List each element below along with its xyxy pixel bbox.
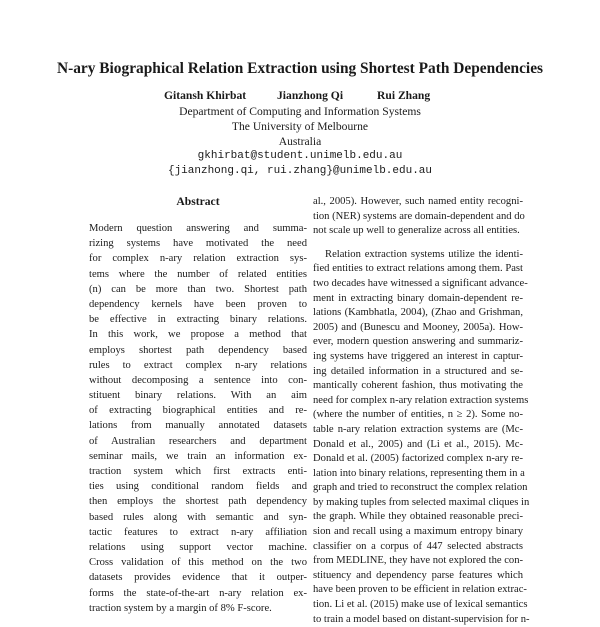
text-line: stituency and dependency parse features which xyxy=(313,569,523,581)
text-line: Donald et al., 2005) and (Li et al., 2015). Mc- xyxy=(313,438,523,450)
email-coauthors: {jianzhong.qi, rui.zhang}@unimelb.edu.au xyxy=(167,165,433,177)
text-line: rules to extract complex n-ary relations xyxy=(89,359,307,371)
affiliation-department: Department of Computing and Information Systems xyxy=(179,105,421,118)
text-line: lations from manually annotated datasets xyxy=(89,420,307,432)
text-line: (n) can be more than two. Shortest path xyxy=(89,283,307,295)
text-line: need for complex n-ary relation extraction systems xyxy=(313,394,529,406)
text-line: lation into binary relations, representing them in a xyxy=(313,467,525,479)
text-line: fied entities to extract relations among them. Past xyxy=(313,263,523,275)
text-line: lations (Kambhatla, 2004), (Zhao and Grishman, xyxy=(313,307,523,319)
text-line: In this work, we propose a method that xyxy=(89,329,307,341)
text-line: table n-ary relation extraction systems are (Mc- xyxy=(313,423,523,435)
text-line: forms the state-of-the-art n-ary relation ex- xyxy=(89,587,307,599)
text-line: of Australian researchers and department xyxy=(89,435,307,447)
text-line: ment in extracting binary domain-dependent re- xyxy=(313,292,523,304)
text-line: be effective in extracting binary relations. xyxy=(89,314,307,326)
paper-title: N-ary Biographical Relation Extraction using Shortest Path Dependencies xyxy=(56,60,544,77)
text-line: graph and tried to reconstruct the complex relation xyxy=(313,482,528,494)
text-line: tion. Li et al. (2015) make use of lexical semantics xyxy=(313,599,528,611)
text-line: traction system by a margin of 8% F-score. xyxy=(89,602,272,614)
text-line: classifier on a corpus of 447 selected abstracts xyxy=(313,540,523,552)
text-line: ever, modern question answering and summariz- xyxy=(313,336,523,348)
paragraph-ner xyxy=(313,195,523,239)
text-line: al., 2005). However, such named entity recogni- xyxy=(313,196,523,207)
text-line: Modern question answering and summa- xyxy=(89,223,307,234)
text-line: dependency kernels have been proven to xyxy=(89,298,307,310)
text-line: tactic features to extract n-ary affiliation xyxy=(89,526,307,538)
affiliation-country: Australia xyxy=(278,135,322,148)
text-line: Donald et al. (2005) factorized complex n-ary re- xyxy=(313,453,523,465)
text-line: to train a model based on distant-supervision for n- xyxy=(313,613,530,625)
text-line: rizing systems have motivated the need xyxy=(89,238,307,250)
text-line: not scale up well to generalize across all entities. xyxy=(313,225,520,237)
text-line: stituent binary relations. With an aim xyxy=(89,390,307,402)
author-name: Rui Zhang xyxy=(377,89,431,102)
affiliation-university: The University of Melbourne xyxy=(231,120,369,133)
text-line: without decomposing a sentence into con- xyxy=(89,374,307,386)
text-line: sion and recall using a maximum entropy binary xyxy=(313,526,523,538)
text-line: have been proven to be efficient in relation extrac- xyxy=(313,584,527,596)
text-line: Relation extraction systems utilize the identi- xyxy=(325,248,523,260)
text-line: of extracting biographical entities and re- xyxy=(89,405,307,417)
text-line: ing systems have triggered an interest in captur- xyxy=(313,350,523,362)
text-line: the graph. While they obtained reasonable preci- xyxy=(313,511,523,523)
text-line: relations using support vector machine. xyxy=(89,541,307,553)
text-line: tems where the number of related entities xyxy=(89,268,307,280)
paragraph-relation-extraction xyxy=(313,248,530,627)
text-line: seminar mails, we train an information ex- xyxy=(89,450,307,462)
text-line: ties using conditional random fields and xyxy=(89,481,307,493)
text-line: ing detailed information in a structured and se- xyxy=(313,365,523,377)
text-line: 2005) and (Bunescu and Mooney, 2005a). How- xyxy=(313,321,523,333)
text-line: from MEDLINE, they have not explored the con- xyxy=(313,555,524,567)
author-name: Jianzhong Qi xyxy=(277,89,344,102)
text-line: by making tuples from selected maximal cliques in xyxy=(313,496,530,508)
right-column-body xyxy=(313,195,530,627)
text-line: Cross validation of this method on the two xyxy=(89,557,307,569)
text-line: datasets provides evidence that it outper- xyxy=(89,572,307,584)
text-line: (where the number of entities, n ≥ 2). Some no- xyxy=(313,409,523,421)
text-line: for complex n-ary relation extraction sys- xyxy=(89,253,307,265)
author-name: Gitansh Khirbat xyxy=(164,89,247,102)
abstract-body xyxy=(89,221,307,616)
abstract-heading: Abstract xyxy=(176,195,220,208)
text-line: traction system which first extracts enti- xyxy=(89,466,307,477)
text-line: then employs the shortest path dependency xyxy=(89,496,307,508)
text-line: two decades have witnessed a significant advance- xyxy=(313,277,528,289)
text-line: mantically coherent fashion, thus motivating the xyxy=(313,380,523,392)
email-primary: gkhirbat@student.unimelb.edu.au xyxy=(197,150,403,162)
text-line: tion (NER) systems are domain-dependent and do xyxy=(313,210,525,222)
text-line: based rules along with semantic and syn- xyxy=(89,511,307,523)
text-line: employs shortest path dependency based xyxy=(89,344,307,356)
